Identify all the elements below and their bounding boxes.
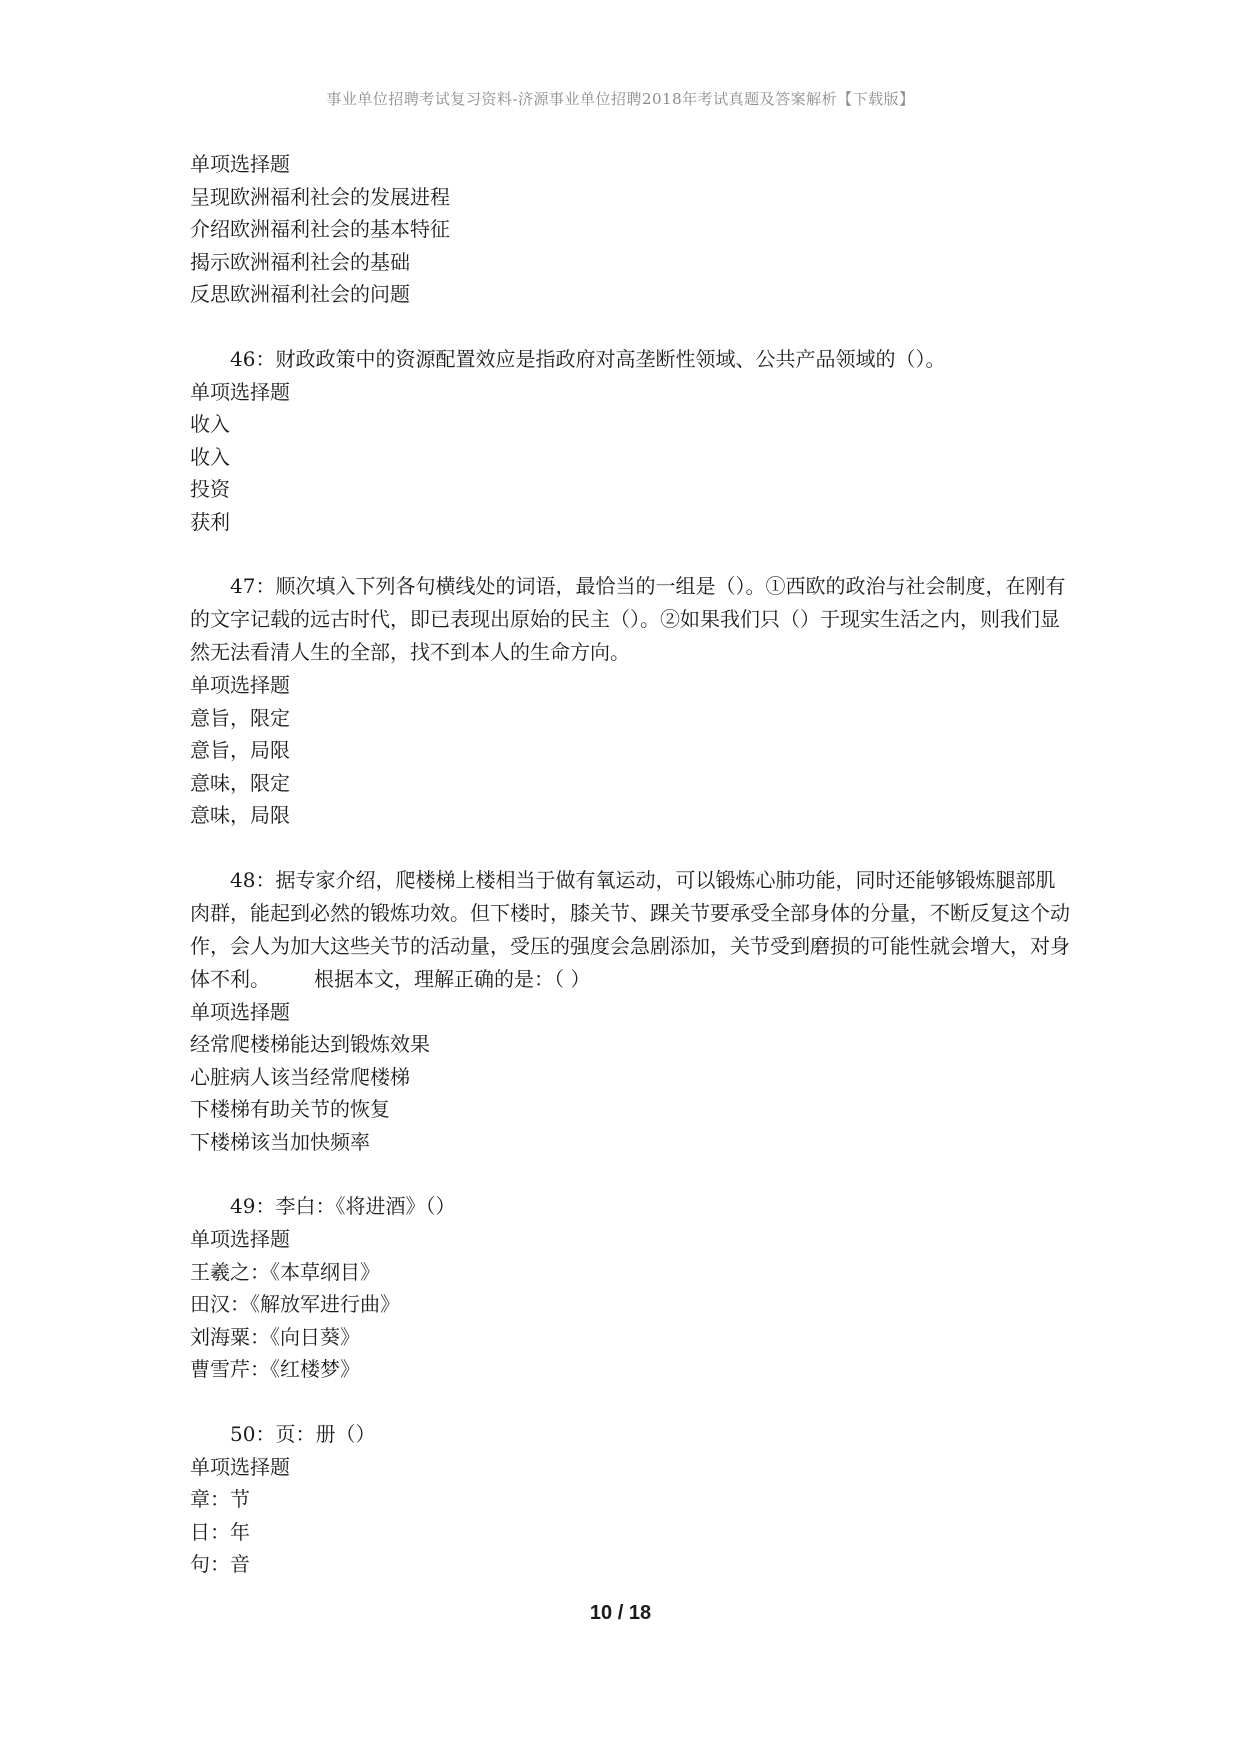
question-type-label: 单项选择题 <box>190 1454 290 1479</box>
question-type-label: 单项选择题 <box>190 999 290 1024</box>
option-b: 心脏病人该当经常爬楼梯 <box>190 1064 410 1089</box>
question-type-label: 单项选择题 <box>190 379 290 404</box>
document-body <box>190 148 1070 1581</box>
option-c: 下楼梯有助关节的恢复 <box>190 1097 390 1121</box>
option-d: 获利 <box>190 509 230 534</box>
question-prompt: 根据本文，理解正确的是：（ ） <box>314 966 591 991</box>
option-c: 揭示欧洲福利社会的基础 <box>190 249 410 274</box>
option-a: 经常爬楼梯能达到锻炼效果 <box>190 1032 430 1056</box>
question-stem: 50：页：册（） <box>230 1421 376 1446</box>
question-stem: 48：据专家介绍，爬楼梯上楼相当于做有氧运动，可以锻炼心肺功能，同时还能够锻炼腿部肌肉群，能起到必然的锻炼功效。但下楼时，膝关节、踝关节要承受全部身体的分量，不断反复这个动作，会人为加大这些关节的活动量，受压的强度会急剧添加，关节受到磨损的可能性就会增大，对身体不利。 <box>190 867 1070 991</box>
question-stem: 46：财政政策中的资源配置效应是指政府对高垄断性领域、公共产品领域的（）。 <box>230 346 946 371</box>
option-b: 意旨，局限 <box>190 738 290 762</box>
option-d: 曹雪芹：《红楼梦》 <box>190 1357 360 1381</box>
option-d: 反思欧洲福利社会的问题 <box>190 282 410 306</box>
option-a: 王羲之：《本草纲目》 <box>190 1259 380 1284</box>
question-block-46 <box>190 343 1070 539</box>
option-c: 投资 <box>190 477 230 501</box>
option-a: 收入 <box>190 412 230 436</box>
question-block-48 <box>190 864 1070 1159</box>
page-header: 事业单位招聘考试复习资料-济源事业单位招聘2018年考试真题及答案解析【下载版】 <box>326 90 915 108</box>
option-d: 意味，局限 <box>190 803 290 827</box>
question-type-label: 单项选择题 <box>190 673 290 697</box>
option-a: 意旨，限定 <box>190 705 290 730</box>
option-d: 下楼梯该当加快频率 <box>190 1129 370 1154</box>
option-b: 介绍欧洲福利社会的基本特征 <box>190 217 450 241</box>
option-a: 章：节 <box>190 1487 250 1511</box>
question-type-label: 单项选择题 <box>190 152 290 176</box>
option-c: 句：音 <box>190 1552 250 1576</box>
question-block-47 <box>190 570 1070 832</box>
question-block-50 <box>190 1418 1070 1581</box>
question-block-49 <box>190 1190 1070 1386</box>
question-stem: 47：顺次填入下列各句横线处的词语，最恰当的一组是（）。①西欧的政治与社会制度，在刚有的文字记载的远古时代，即已表现出原始的民主（）。②如果我们只（）于现实生活之内，则我们显然无法看清人生的全部，找不到本人的生命方向。 <box>190 574 1066 664</box>
question-block-45-remainder <box>190 148 1070 311</box>
option-c: 刘海粟：《向日葵》 <box>190 1324 360 1349</box>
question-type-label: 单项选择题 <box>190 1227 290 1251</box>
option-b: 日：年 <box>190 1519 250 1544</box>
option-a: 呈现欧洲福利社会的发展进程 <box>190 184 450 209</box>
option-b: 收入 <box>190 444 230 469</box>
question-stem-wrapper <box>190 864 1070 996</box>
question-stem: 49：李白：《将进酒》（） <box>230 1194 456 1218</box>
option-c: 意味，限定 <box>190 770 290 795</box>
page-number: 10 / 18 <box>589 1602 652 1624</box>
option-b: 田汉：《解放军进行曲》 <box>190 1292 400 1316</box>
